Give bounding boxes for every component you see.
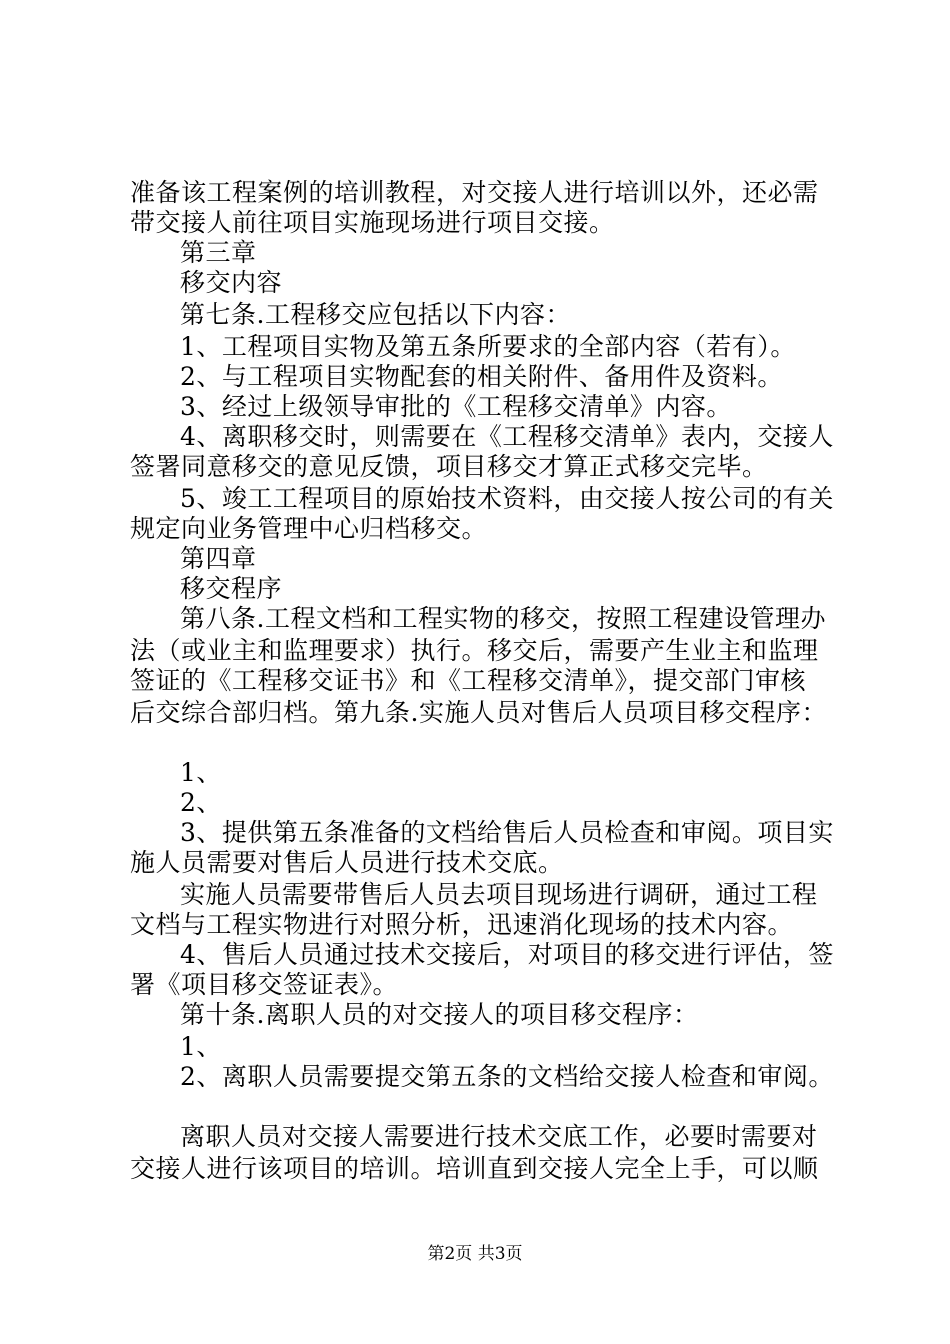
text-line: 4、离职移交时，则需要在《工程移交清单》表内，交接人 xyxy=(180,422,834,451)
text-line: 签证的《工程移交证书》和《工程移交清单》，提交部门审核 xyxy=(130,666,807,695)
text-line: 第七条.工程移交应包括以下内容： xyxy=(180,300,571,329)
text-line: 署《项目移交签证表》。 xyxy=(130,970,399,999)
text-line: 3、提供第五条准备的文档给售后人员检查和审阅。项目实 xyxy=(180,818,834,847)
page-footer: 第2页 共3页 xyxy=(427,1244,523,1264)
text-line: 实施人员需要带售后人员去项目现场进行调研，通过工程 xyxy=(180,880,818,909)
text-line: 1、工程项目实物及第五条所要求的全部内容（若有）。 xyxy=(180,332,796,361)
text-line: 5、竣工工程项目的原始技术资料，由交接人按公司的有关 xyxy=(180,484,834,513)
text-line: 2、离职人员需要提交第五条的文档给交接人检查和审阅。 xyxy=(180,1062,834,1091)
text-line: 4、售后人员通过技术交接后，对项目的移交进行评估，签 xyxy=(180,940,834,969)
text-line: 离职人员对交接人需要进行技术交底工作，必要时需要对 xyxy=(180,1122,818,1151)
chapter-heading: 第三章 xyxy=(180,238,257,267)
text-line: 第八条.工程文档和工程实物的移交，按照工程建设管理办 xyxy=(180,604,826,633)
text-line: 准备该工程案例的培训教程，对交接人进行培训以外，还必需 xyxy=(130,178,819,207)
text-line: 施人员需要对售后人员进行技术交底。 xyxy=(130,848,564,877)
text-line: 第十条.离职人员的对交接人的项目移交程序： xyxy=(180,1000,699,1029)
list-item: 2、 xyxy=(180,788,222,817)
text-line: 带交接人前往项目实施现场进行项目交接。 xyxy=(130,208,615,237)
text-line: 后交综合部归档。第九条.实施人员对售后人员项目移交程序： xyxy=(130,698,827,727)
text-line: 交接人进行该项目的培训。培训直到交接人完全上手，可以顺 xyxy=(130,1154,819,1183)
text-line: 2、与工程项目实物配套的相关附件、备用件及资料。 xyxy=(180,362,783,391)
text-line: 3、经过上级领导审批的《工程移交清单》内容。 xyxy=(180,392,732,421)
text-line: 文档与工程实物进行对照分析，迅速消化现场的技术内容。 xyxy=(130,910,794,939)
text-line: 法（或业主和监理要求）执行。移交后，需要产生业主和监理 xyxy=(130,636,819,665)
chapter-heading: 第四章 xyxy=(180,544,257,573)
list-item: 1、 xyxy=(180,1032,222,1061)
chapter-title: 移交内容 xyxy=(180,268,283,297)
text-line: 签署同意移交的意见反馈，项目移交才算正式移交完毕。 xyxy=(130,452,768,481)
list-item: 1、 xyxy=(180,758,222,787)
chapter-title: 移交程序 xyxy=(180,574,283,603)
text-line: 规定向业务管理中心归档移交。 xyxy=(130,514,488,543)
